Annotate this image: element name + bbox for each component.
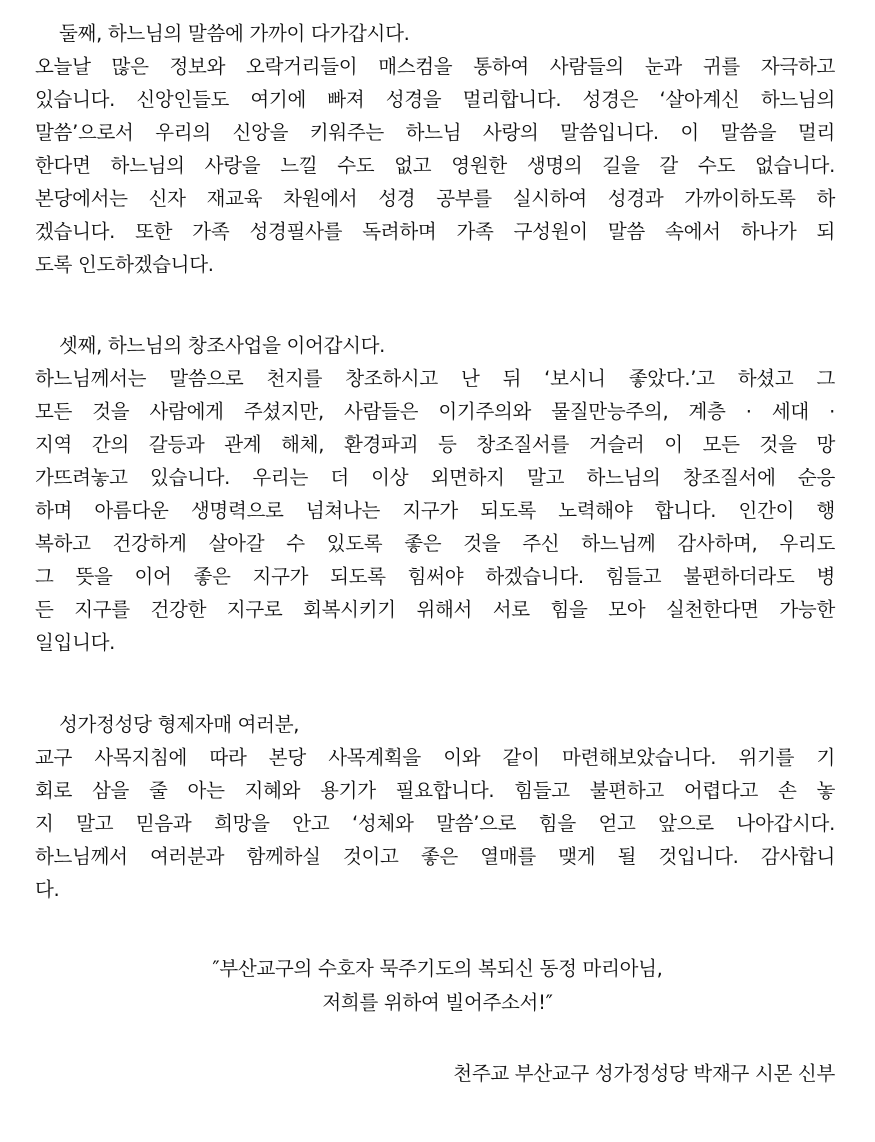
paragraph-line: 교구 사목지침에 따라 본당 사목계획을 이와 같이 마련해보았습니다. 위기를 기 (35, 746, 835, 769)
paragraph-line: 하느님께서 여러분과 함께하실 것이고 좋은 열매를 맺게 될 것입니다. 감사합니 (35, 845, 835, 868)
section-closing-address (35, 708, 835, 906)
paragraph-line: 겠습니다. 또한 가족 성경필사를 독려하며 가족 구성원이 말씀 속에서 하나가 되 (35, 220, 835, 243)
paragraph-line: 지 말고 믿음과 희망을 안고 ‘성체와 말씀’으로 힘을 얻고 앞으로 나아갑시다. (35, 812, 835, 835)
paragraph-line: 일입니다. (35, 631, 116, 654)
paragraph-line: 다. (35, 878, 60, 901)
paragraph-line: 한다면 하느님의 사랑을 느낄 수도 없고 영원한 생명의 길을 갈 수도 없습니다. (35, 154, 835, 177)
paragraph-line: 오늘날 많은 정보와 오락거리들이 매스컴을 통하여 사람들의 눈과 귀를 자극하고 (35, 55, 835, 78)
paragraph-line: 본당에서는 신자 재교육 차원에서 성경 공부를 실시하여 성경과 가까이하도록 하 (35, 187, 835, 210)
paragraph-line: 그 뜻을 이어 좋은 지구가 되도록 힘써야 하겠습니다. 힘들고 불편하더라도 병 (35, 565, 835, 588)
paragraph-line: 복하고 건강하게 살아갈 수 있도록 좋은 것을 주신 하느님께 감사하며, 우리도 (35, 532, 835, 555)
signature: 천주교 부산교구 성가정성당 박재구 시몬 신부 (453, 1062, 835, 1085)
prayer-quote-line-1: ″부산교구의 수호자 묵주기도의 복되신 동정 마리아님, (212, 957, 663, 980)
paragraph-line: 하느님께서는 말씀으로 천지를 창조하시고 난 뒤 ‘보시니 좋았다.’고 하셨고 그 (35, 367, 835, 390)
section-heading: 셋째, 하느님의 창조사업을 이어갑시다. (59, 334, 386, 357)
paragraph-line: 말씀’으로서 우리의 신앙을 키워주는 하느님 사랑의 말씀입니다. 이 말씀을 멀리 (35, 121, 835, 144)
section-second-scripture (35, 17, 835, 281)
paragraph-line: 가뜨려놓고 있습니다. 우리는 더 이상 외면하지 말고 하느님의 창조질서에 순응 (35, 466, 835, 489)
paragraph-line: 회로 삼을 줄 아는 지혜와 용기가 필요합니다. 힘들고 불편하고 어렵다고 손 놓 (35, 779, 835, 802)
section-third-creation (35, 329, 835, 659)
prayer-quote-line-2: 저희를 위하여 빌어주소서!″ (322, 991, 553, 1014)
paragraph-line: 지역 간의 갈등과 관계 해체, 환경파괴 등 창조질서를 거슬러 이 모든 것을 망 (35, 433, 835, 456)
paragraph-line: 모든 것을 사람에게 주셨지만, 사람들은 이기주의와 물질만능주의, 계층 · 세대 · (35, 400, 835, 423)
paragraph-line: 든 지구를 건강한 지구로 회복시키기 위해서 서로 힘을 모아 실천한다면 가능한 (35, 598, 835, 621)
section-heading: 성가정성당 형제자매 여러분, (59, 713, 300, 736)
paragraph-line: 있습니다. 신앙인들도 여기에 빠져 성경을 멀리합니다. 성경은 ‘살아계신 하느님의 (35, 88, 835, 111)
paragraph-line: 하며 아름다운 생명력으로 넘쳐나는 지구가 되도록 노력해야 합니다. 인간이 행 (35, 499, 835, 522)
paragraph-line: 도록 인도하겠습니다. (35, 253, 214, 276)
section-heading: 둘째, 하느님의 말씀에 가까이 다가갑시다. (59, 22, 410, 45)
